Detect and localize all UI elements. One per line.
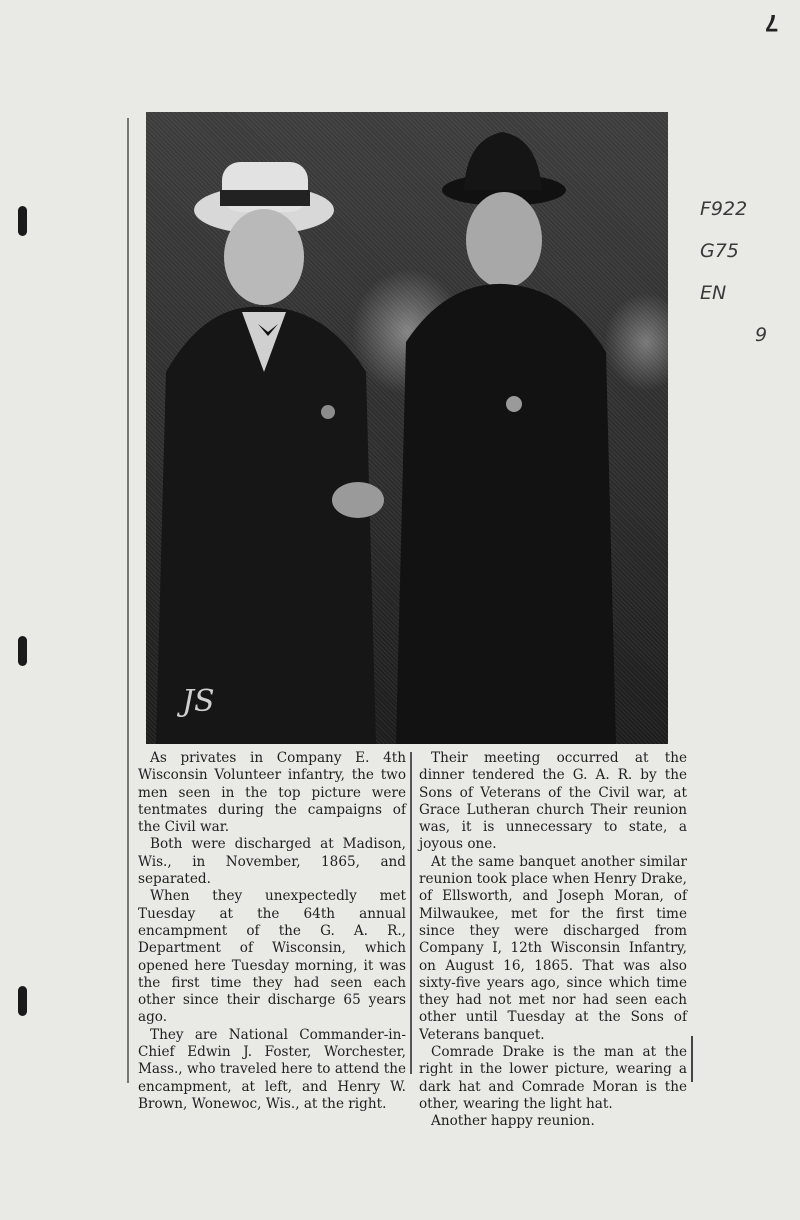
article-paragraph: When they unexpectedly met Tuesday at the 64th annual encampment of the G. A. R., Department of Wisconsin, which opened here Tuesday morning, it was the first time they had seen each other since their discharge 65 years ago. <box>138 888 406 1026</box>
article-left-column <box>138 750 406 1113</box>
clasped-hands <box>332 482 384 518</box>
article-paragraph: At the same banquet another similar reunion took place when Henry Drake, of Ellsworth, and Joseph Moran, of Milwaukee, met for the first time since they were discharged from Company I, 12th Wisconsin Infantry, on August 16, 1865. That was also sixty-five years ago, since which time they had not met nor had seen each other until Tuesday at the Sons of Veterans banquet. <box>419 853 687 1043</box>
article-paragraph: As privates in Company E. 4th Wisconsin Volunteer infantry, the two men seen in the top picture were tentmates during the campaigns of the Civil war. <box>138 750 406 836</box>
handwritten-catalog-notes <box>700 188 790 356</box>
binder-hole <box>18 986 27 1016</box>
photo-silhouettes <box>146 112 668 744</box>
right-man-face <box>466 192 542 288</box>
article-paragraph: Their meeting occurred at the dinner tendered the G. A. R. by the Sons of Veterans of the Civil war, at Grace Lutheran church Their reunion was, it is unnecessary to state, a joyous one. <box>419 750 687 853</box>
article-right-column <box>419 750 687 1131</box>
medal <box>321 405 335 419</box>
page-number: 7 <box>764 9 778 36</box>
column-divider <box>410 752 412 1074</box>
handwritten-note: EN <box>700 282 727 304</box>
hat-band <box>220 190 310 206</box>
left-man-coat <box>156 307 376 744</box>
article-paragraph: They are National Commander-in-Chief Edwin J. Foster, Worchester, Mass., who traveled here to attend the encampment, at left, and Henry W. Brown, Wonewoc, Wis., at the right. <box>138 1026 406 1112</box>
handwritten-note: F922 <box>700 198 748 220</box>
handwritten-note: G75 <box>700 240 739 262</box>
article-paragraph: Comrade Drake is the man at the right in the lower picture, wearing a dark hat and Comrade Moran is the other, wearing the light hat. <box>419 1044 687 1112</box>
left-man-face <box>224 209 304 305</box>
clipping-edge <box>127 118 129 1083</box>
article-paragraph: Both were discharged at Madison, Wis., in November, 1865, and separated. <box>138 836 406 888</box>
handwritten-note: 9 <box>755 324 768 346</box>
right-man-coat <box>396 284 616 744</box>
medal <box>506 396 522 412</box>
veterans-photo <box>146 112 668 744</box>
binder-hole <box>18 206 27 236</box>
binder-hole <box>18 636 27 666</box>
article-paragraph: Another happy reunion. <box>431 1113 595 1130</box>
photographer-monogram: JS <box>182 684 215 719</box>
clipping-edge-mark <box>691 1036 693 1082</box>
dark-hat-crown <box>464 132 542 190</box>
